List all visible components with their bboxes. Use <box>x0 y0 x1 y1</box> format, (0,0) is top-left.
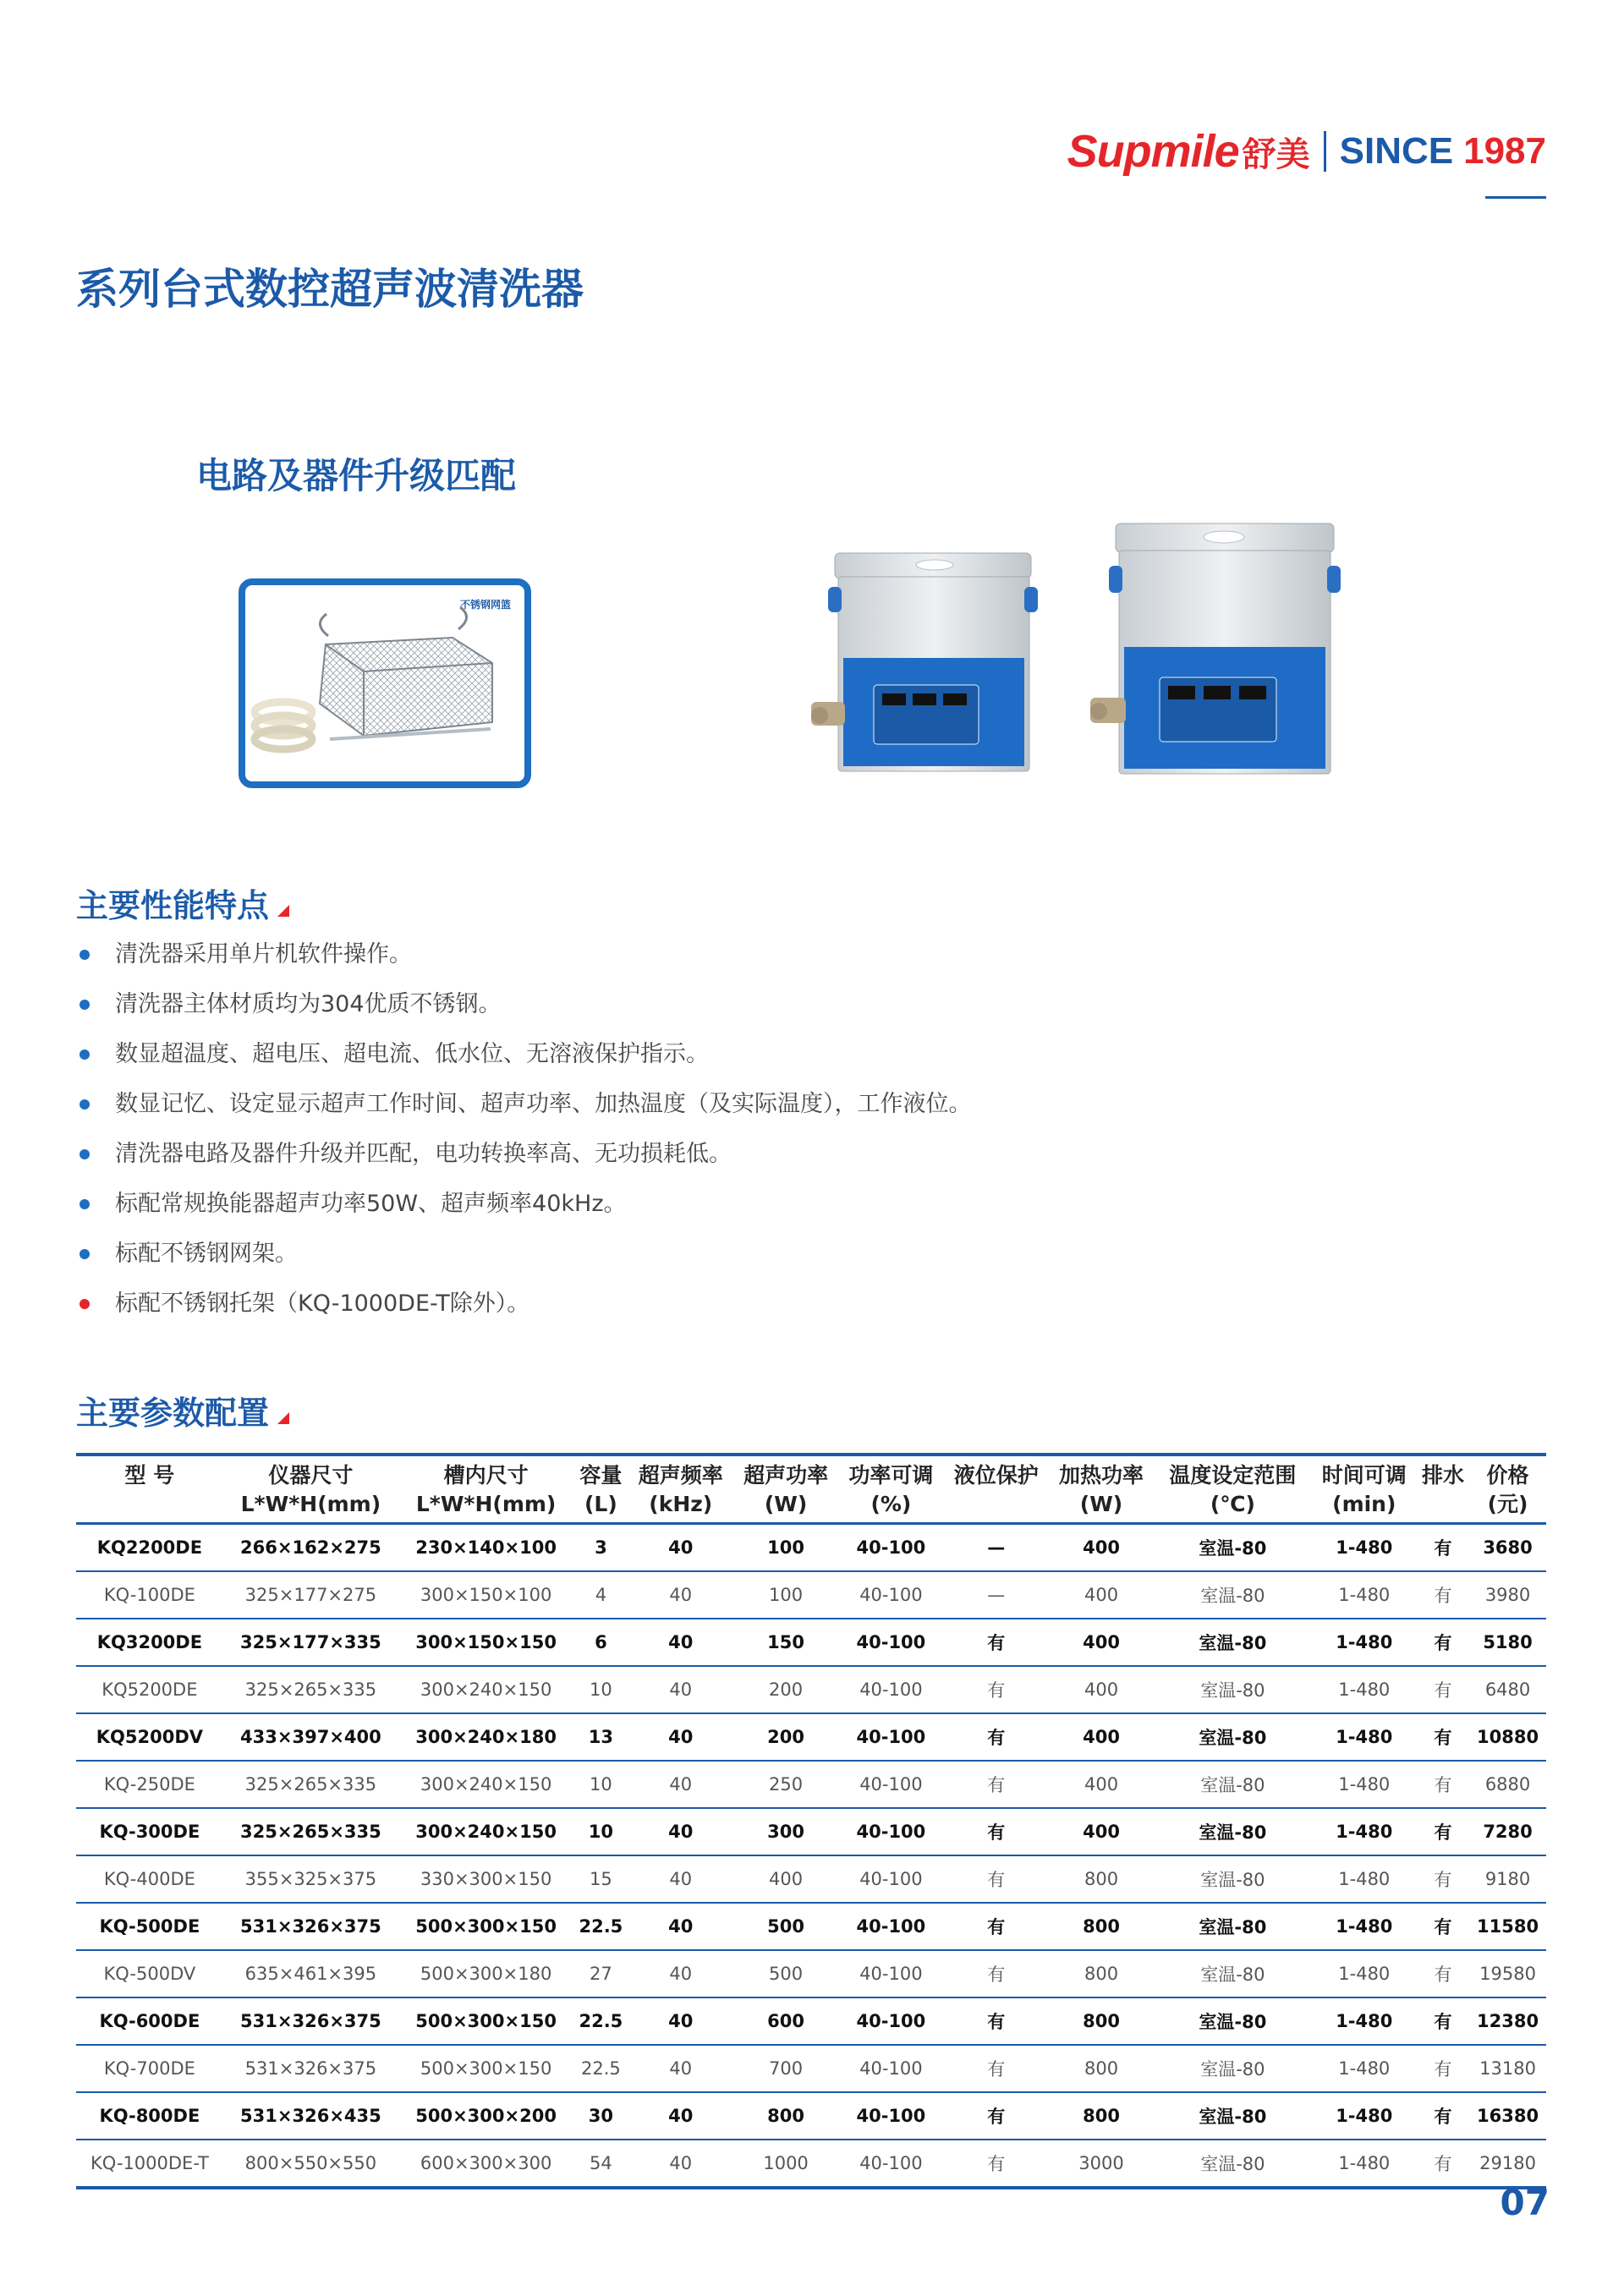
ultrasonic-cleaner-large-image <box>1087 520 1358 778</box>
table-cell: 室温-80 <box>1154 1666 1311 1713</box>
table-cell: 40-100 <box>838 2092 943 2140</box>
table-cell: 40 <box>628 1997 733 2045</box>
table-cell: KQ3200DE <box>76 1619 223 1666</box>
table-row <box>76 1855 1546 1903</box>
table-cell: 有 <box>1417 1524 1469 1572</box>
table-cell: KQ-800DE <box>76 2092 223 2140</box>
table-cell: 200 <box>733 1713 838 1761</box>
table-cell: 有 <box>1417 1619 1469 1666</box>
table-cell: 5180 <box>1469 1619 1546 1666</box>
table-cell: 500 <box>733 1950 838 1997</box>
table-cell: 325×177×335 <box>223 1619 398 1666</box>
table-cell: 有 <box>1417 2092 1469 2140</box>
table-cell: 27 <box>573 1950 628 1997</box>
table-cell: 有 <box>1417 1950 1469 1997</box>
table-cell: 635×461×395 <box>223 1950 398 1997</box>
table-cell: KQ-400DE <box>76 1855 223 1903</box>
table-cell: 22.5 <box>573 1903 628 1950</box>
table-cell: 40 <box>628 1808 733 1855</box>
table-cell: 400 <box>1049 1524 1154 1572</box>
table-cell: 40 <box>628 1903 733 1950</box>
table-cell: 433×397×400 <box>223 1713 398 1761</box>
table-cell: 室温-80 <box>1154 2092 1311 2140</box>
table-cell: 有 <box>1417 1903 1469 1950</box>
table-cell: 室温-80 <box>1154 1903 1311 1950</box>
table-cell: 7280 <box>1469 1808 1546 1855</box>
table-cell: 531×326×375 <box>223 1997 398 2045</box>
table-cell: 11580 <box>1469 1903 1546 1950</box>
table-cell: 有 <box>1417 1808 1469 1855</box>
feature-item: 清洗器主体材质均为304优质不锈钢。 <box>78 989 972 1038</box>
table-cell: 300×240×150 <box>398 1666 573 1713</box>
table-cell: 266×162×275 <box>223 1524 398 1572</box>
wire-basket-image <box>245 585 524 781</box>
table-cell: 4 <box>573 1571 628 1619</box>
table-cell: 40 <box>628 1950 733 1997</box>
table-cell: 10880 <box>1469 1713 1546 1761</box>
table-row <box>76 1619 1546 1666</box>
brand-logo <box>1067 125 1546 178</box>
table-cell: 40 <box>628 1855 733 1903</box>
table-cell: 40-100 <box>838 1950 943 1997</box>
section-subtitle: 电路及器件升级匹配 <box>196 455 517 496</box>
table-cell: 40-100 <box>838 1619 943 1666</box>
table-cell: KQ-500DE <box>76 1903 223 1950</box>
table-cell: 室温-80 <box>1154 1571 1311 1619</box>
table-row <box>76 1903 1546 1950</box>
table-cell: 700 <box>733 2045 838 2092</box>
table-cell: 40 <box>628 1761 733 1808</box>
table-cell: 有 <box>944 1997 1049 2045</box>
table-cell: 室温-80 <box>1154 1761 1311 1808</box>
table-cell: 40 <box>628 2092 733 2140</box>
table-cell: 有 <box>1417 1997 1469 2045</box>
table-cell: 325×265×335 <box>223 1761 398 1808</box>
table-cell: 3680 <box>1469 1524 1546 1572</box>
table-cell: KQ-1000DE-T <box>76 2140 223 2188</box>
table-row <box>76 1950 1546 1997</box>
feature-item: 标配不锈钢托架（KQ-1000DE-T除外）。 <box>78 1288 972 1338</box>
features-heading: 主要性能特点 <box>76 879 289 926</box>
table-cell: 室温-80 <box>1154 1855 1311 1903</box>
table-cell: 13180 <box>1469 2045 1546 2092</box>
column-header: 价格 (元) <box>1486 1463 1529 1516</box>
table-cell: 40-100 <box>838 2140 943 2188</box>
table-cell: 有 <box>1417 2140 1469 2188</box>
table-cell: KQ-700DE <box>76 2045 223 2092</box>
table-cell: — <box>944 1571 1049 1619</box>
table-cell: 室温-80 <box>1154 1808 1311 1855</box>
table-cell: 500 <box>733 1903 838 1950</box>
bullet-dot-icon <box>80 1149 90 1159</box>
table-cell: KQ2200DE <box>76 1524 223 1572</box>
column-header: 槽内尺寸 L*W*H(mm) <box>415 1463 557 1516</box>
table-cell: 400 <box>733 1855 838 1903</box>
bullet-dot-icon <box>80 950 90 960</box>
table-cell: 13 <box>573 1713 628 1761</box>
table-cell: 40-100 <box>838 1713 943 1761</box>
bullet-dot-icon <box>80 1249 90 1259</box>
table-cell: 室温-80 <box>1154 1950 1311 1997</box>
column-header: 容量 (L) <box>579 1463 623 1516</box>
table-cell: 有 <box>944 1761 1049 1808</box>
table-cell: 40-100 <box>838 1903 943 1950</box>
bullet-dot-icon <box>80 1099 90 1110</box>
column-header: 时间可调 (min) <box>1321 1463 1407 1516</box>
table-cell: 400 <box>1049 1571 1154 1619</box>
table-cell: 330×300×150 <box>398 1855 573 1903</box>
table-cell: 有 <box>1417 1761 1469 1808</box>
table-row <box>76 2092 1546 2140</box>
table-cell: — <box>944 1524 1049 1572</box>
table-cell: 1-480 <box>1312 1997 1417 2045</box>
table-cell: 室温-80 <box>1154 1619 1311 1666</box>
table-cell: 325×265×335 <box>223 1666 398 1713</box>
table-cell: 有 <box>944 1950 1049 1997</box>
table-cell: 40 <box>628 1571 733 1619</box>
table-cell: KQ-500DV <box>76 1950 223 1997</box>
table-row <box>76 2045 1546 2092</box>
bullet-dot-icon <box>80 1049 90 1060</box>
table-cell: 19580 <box>1469 1950 1546 1997</box>
table-cell: 200 <box>733 1666 838 1713</box>
table-cell: 29180 <box>1469 2140 1546 2188</box>
spec-table <box>76 1453 1546 2189</box>
table-cell: 有 <box>1417 2045 1469 2092</box>
table-cell: 40-100 <box>838 1761 943 1808</box>
table-cell: 150 <box>733 1619 838 1666</box>
table-cell: 500×300×150 <box>398 2045 573 2092</box>
table-cell: 22.5 <box>573 1997 628 2045</box>
table-cell: 300×240×150 <box>398 1761 573 1808</box>
table-cell: 325×265×335 <box>223 1808 398 1855</box>
page-title: 系列台式数控超声波清洗器 <box>76 265 584 314</box>
column-header: 液位保护 <box>953 1463 1039 1488</box>
table-cell: 1-480 <box>1312 2092 1417 2140</box>
table-cell: 有 <box>1417 1713 1469 1761</box>
table-cell: 1-480 <box>1312 2140 1417 2188</box>
features-list <box>78 939 972 1338</box>
table-cell: 1-480 <box>1312 1761 1417 1808</box>
table-cell: 500×300×200 <box>398 2092 573 2140</box>
feature-item: 清洗器电路及器件升级并匹配，电功转换率高、无功损耗低。 <box>78 1138 972 1188</box>
table-cell: 室温-80 <box>1154 2140 1311 2188</box>
column-header: 超声频率 (kHz) <box>638 1463 723 1516</box>
table-cell: 9180 <box>1469 1855 1546 1903</box>
table-cell: 300×240×150 <box>398 1808 573 1855</box>
table-cell: 300×150×150 <box>398 1619 573 1666</box>
since-year: 1987 <box>1463 130 1546 172</box>
table-cell: KQ5200DV <box>76 1713 223 1761</box>
table-cell: 300×150×100 <box>398 1571 573 1619</box>
table-cell: 16380 <box>1469 2092 1546 2140</box>
table-cell: 有 <box>944 1713 1049 1761</box>
table-cell: 800 <box>1049 1855 1154 1903</box>
table-row <box>76 1666 1546 1713</box>
table-cell: 600×300×300 <box>398 2140 573 2188</box>
bullet-dot-icon <box>80 1299 90 1309</box>
table-cell: 1-480 <box>1312 1713 1417 1761</box>
table-cell: 531×326×375 <box>223 1903 398 1950</box>
table-cell: 有 <box>944 1666 1049 1713</box>
params-heading: 主要参数配置 <box>76 1387 289 1433</box>
heading-triangle-icon <box>277 905 289 917</box>
column-header: 功率可调 (%) <box>848 1463 934 1516</box>
table-cell: 800 <box>1049 1950 1154 1997</box>
table-row <box>76 1808 1546 1855</box>
table-cell: KQ5200DE <box>76 1666 223 1713</box>
table-cell: 400 <box>1049 1666 1154 1713</box>
column-header: 型 号 <box>124 1463 175 1488</box>
table-cell: 15 <box>573 1855 628 1903</box>
table-cell: 250 <box>733 1761 838 1808</box>
table-cell: KQ-250DE <box>76 1761 223 1808</box>
table-cell: 有 <box>944 1903 1049 1950</box>
table-header-row <box>76 1455 1546 1524</box>
heading-triangle-icon <box>277 1412 289 1424</box>
table-cell: 40-100 <box>838 1666 943 1713</box>
table-cell: 531×326×435 <box>223 2092 398 2140</box>
table-cell: 40 <box>628 1619 733 1666</box>
table-cell: 有 <box>944 1619 1049 1666</box>
table-cell: 有 <box>944 2140 1049 2188</box>
table-cell: 1-480 <box>1312 1524 1417 1572</box>
table-cell: 1-480 <box>1312 2045 1417 2092</box>
table-row <box>76 1524 1546 1572</box>
table-cell: 230×140×100 <box>398 1524 573 1572</box>
column-header: 超声功率 (W) <box>743 1463 829 1516</box>
table-row <box>76 1997 1546 2045</box>
table-cell: 355×325×375 <box>223 1855 398 1903</box>
table-cell: 室温-80 <box>1154 1524 1311 1572</box>
table-cell: 1000 <box>733 2140 838 2188</box>
table-cell: 40-100 <box>838 1571 943 1619</box>
table-cell: 400 <box>1049 1619 1154 1666</box>
table-cell: 40 <box>628 2045 733 2092</box>
table-cell: 有 <box>1417 1855 1469 1903</box>
column-header: 加热功率 (W) <box>1059 1463 1144 1516</box>
header-rule <box>1485 196 1546 199</box>
column-header: 排水 <box>1422 1463 1465 1488</box>
column-header: 仪器尺寸 L*W*H(mm) <box>240 1463 381 1516</box>
table-cell: 10 <box>573 1666 628 1713</box>
feature-item: 标配常规换能器超声功率50W、超声频率40kHz。 <box>78 1188 972 1238</box>
table-cell: 400 <box>1049 1761 1154 1808</box>
table-cell: 1-480 <box>1312 1571 1417 1619</box>
table-cell: 40 <box>628 2140 733 2188</box>
column-header: 温度设定范围 (℃) <box>1169 1463 1297 1516</box>
table-cell: 40-100 <box>838 1855 943 1903</box>
table-cell: 有 <box>944 2092 1049 2140</box>
table-cell: 500×300×150 <box>398 1903 573 1950</box>
basket-label: 不锈钢网篮 <box>459 599 511 611</box>
table-cell: 3 <box>573 1524 628 1572</box>
table-cell: 400 <box>1049 1713 1154 1761</box>
basket-image-frame <box>239 578 531 788</box>
table-cell: 6 <box>573 1619 628 1666</box>
feature-item: 标配不锈钢网架。 <box>78 1238 972 1288</box>
table-cell: 6880 <box>1469 1761 1546 1808</box>
table-cell: 1-480 <box>1312 1855 1417 1903</box>
table-cell: 800 <box>1049 1997 1154 2045</box>
table-cell: 10 <box>573 1808 628 1855</box>
table-cell: 22.5 <box>573 2045 628 2092</box>
table-cell: 40 <box>628 1524 733 1572</box>
table-cell: 室温-80 <box>1154 2045 1311 2092</box>
table-cell: 有 <box>944 2045 1049 2092</box>
table-cell: 1-480 <box>1312 1666 1417 1713</box>
table-cell: 室温-80 <box>1154 1713 1311 1761</box>
table-cell: 有 <box>1417 1666 1469 1713</box>
table-cell: 1-480 <box>1312 1903 1417 1950</box>
table-cell: 有 <box>1417 1571 1469 1619</box>
table-cell: 12380 <box>1469 1997 1546 2045</box>
table-cell: 40-100 <box>838 1997 943 2045</box>
table-cell: 40-100 <box>838 1808 943 1855</box>
table-cell: 40-100 <box>838 2045 943 2092</box>
table-cell: 100 <box>733 1571 838 1619</box>
table-cell: 531×326×375 <box>223 2045 398 2092</box>
brand-name-cn: 舒美 <box>1242 134 1310 174</box>
table-cell: 40-100 <box>838 1524 943 1572</box>
table-cell: 有 <box>944 1855 1049 1903</box>
page-number: 07 <box>1500 2182 1550 2223</box>
table-cell: KQ-600DE <box>76 1997 223 2045</box>
table-cell: 800 <box>1049 2045 1154 2092</box>
logo-divider <box>1324 131 1326 172</box>
table-cell: 40 <box>628 1666 733 1713</box>
table-cell: 1-480 <box>1312 1950 1417 1997</box>
table-cell: 800 <box>733 2092 838 2140</box>
table-cell: KQ-100DE <box>76 1571 223 1619</box>
feature-item: 数显超温度、超电压、超电流、低水位、无溶液保护指示。 <box>78 1038 972 1088</box>
table-cell: 800 <box>1049 1903 1154 1950</box>
table-cell: 300 <box>733 1808 838 1855</box>
table-cell: 有 <box>944 1808 1049 1855</box>
table-cell: 100 <box>733 1524 838 1572</box>
table-cell: 800×550×550 <box>223 2140 398 2188</box>
bullet-dot-icon <box>80 1000 90 1010</box>
table-row <box>76 1571 1546 1619</box>
table-cell: 1-480 <box>1312 1619 1417 1666</box>
table-cell: 300×240×180 <box>398 1713 573 1761</box>
table-row <box>76 2140 1546 2188</box>
since-label: SINCE <box>1339 130 1454 172</box>
ultrasonic-cleaner-small-image <box>808 550 1053 778</box>
table-cell: 室温-80 <box>1154 1997 1311 2045</box>
feature-item: 清洗器采用单片机软件操作。 <box>78 939 972 989</box>
table-cell: 325×177×275 <box>223 1571 398 1619</box>
table-cell: 500×300×180 <box>398 1950 573 1997</box>
table-cell: 3980 <box>1469 1571 1546 1619</box>
table-cell: 1-480 <box>1312 1808 1417 1855</box>
table-cell: 30 <box>573 2092 628 2140</box>
table-cell: 500×300×150 <box>398 1997 573 2045</box>
table-cell: 400 <box>1049 1808 1154 1855</box>
table-cell: KQ-300DE <box>76 1808 223 1855</box>
table-cell: 3000 <box>1049 2140 1154 2188</box>
table-cell: 6480 <box>1469 1666 1546 1713</box>
table-row <box>76 1761 1546 1808</box>
table-cell: 800 <box>1049 2092 1154 2140</box>
table-cell: 40 <box>628 1713 733 1761</box>
table-cell: 600 <box>733 1997 838 2045</box>
table-cell: 54 <box>573 2140 628 2188</box>
table-row <box>76 1713 1546 1761</box>
bullet-dot-icon <box>80 1199 90 1209</box>
brand-name: Supmile <box>1067 126 1239 177</box>
feature-item: 数显记忆、设定显示超声工作时间、超声功率、加热温度（及实际温度），工作液位。 <box>78 1088 972 1138</box>
table-cell: 10 <box>573 1761 628 1808</box>
